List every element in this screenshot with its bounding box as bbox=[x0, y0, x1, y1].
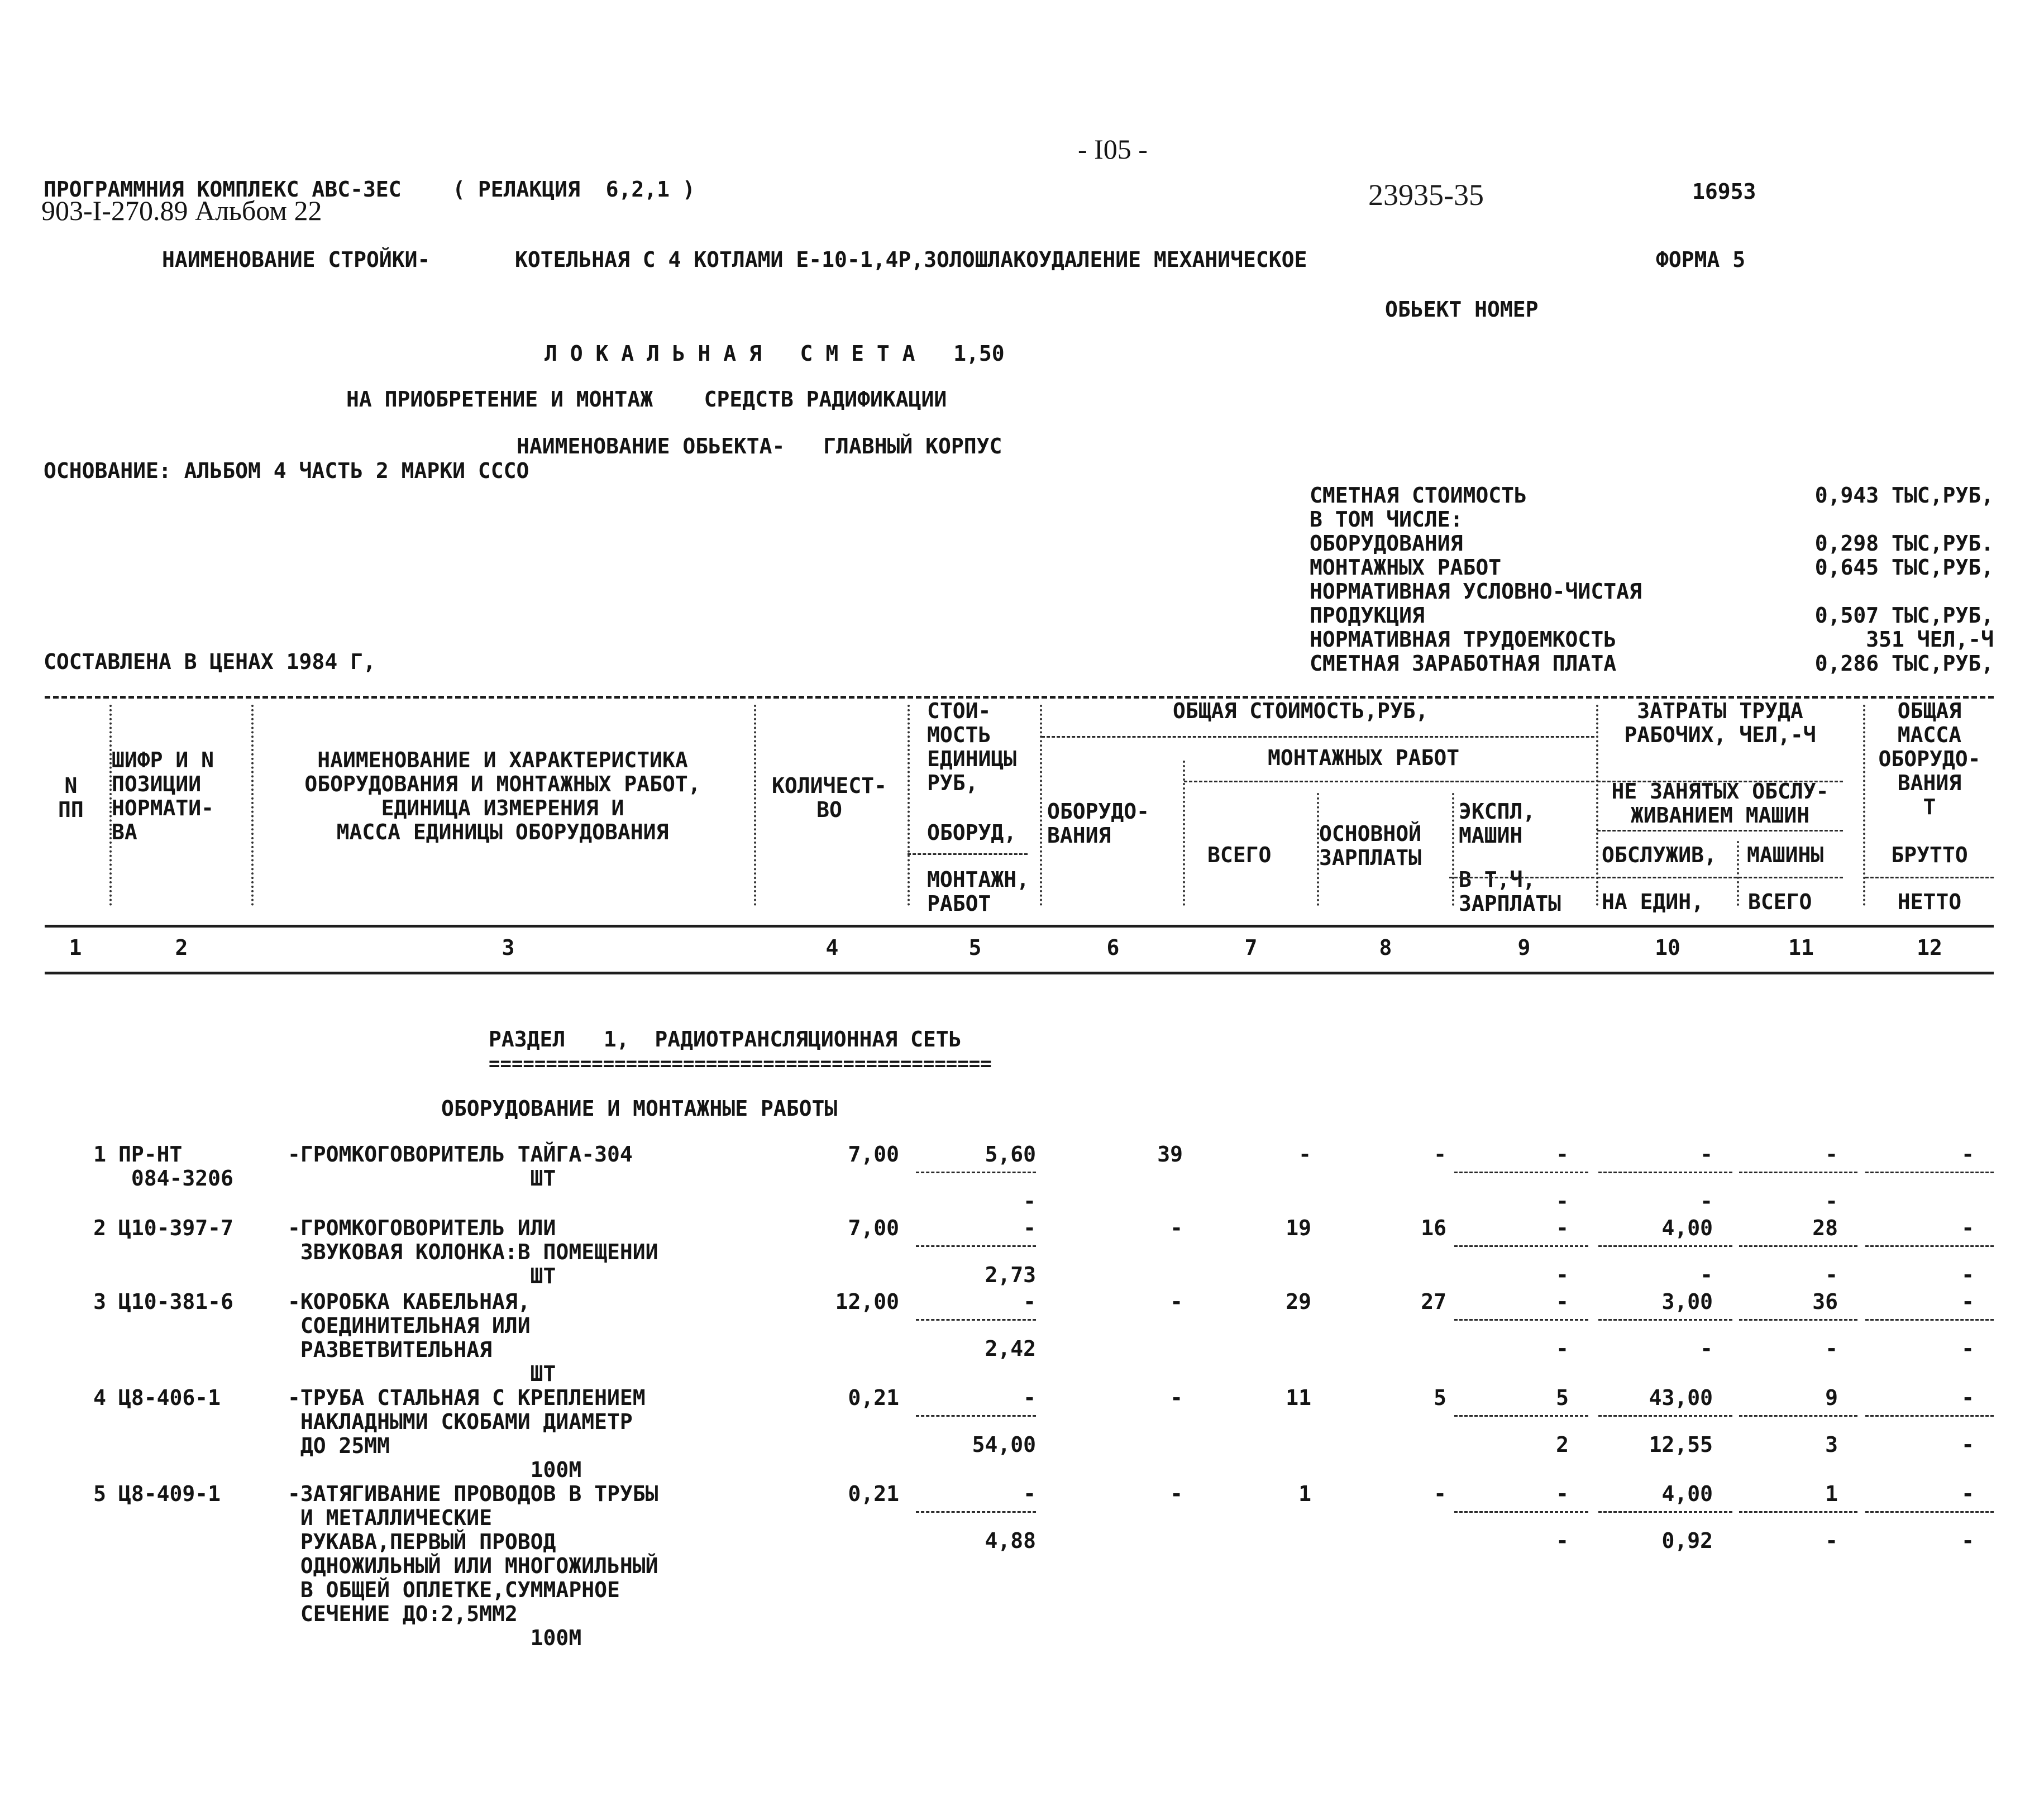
summary-value: 0,286 ТЫС,РУБ, bbox=[1814, 651, 1994, 676]
row-divider bbox=[1454, 1511, 1588, 1513]
row-code: Ц8-406-1 bbox=[118, 1385, 221, 1410]
row-c6: 39 bbox=[1157, 1142, 1183, 1167]
row-divider bbox=[1739, 1245, 1857, 1247]
summary-label: СМЕТНАЯ ЗАРАБОТНАЯ ПЛАТА bbox=[1310, 651, 1617, 676]
row-c9b: 2 bbox=[1556, 1432, 1569, 1457]
row-divider bbox=[1865, 1415, 1994, 1417]
col-header-unit-mount: МОНТАЖН, РАБОТ bbox=[927, 867, 1030, 916]
row-c11a: - bbox=[1825, 1142, 1838, 1167]
row-c9b: - bbox=[1556, 1263, 1569, 1287]
row-c10b: - bbox=[1700, 1336, 1713, 1361]
row-code: Ц10-381-6 bbox=[118, 1289, 233, 1314]
col-sep bbox=[1040, 705, 1042, 906]
row-unit-equip: - bbox=[1023, 1385, 1036, 1410]
column-number: 6 bbox=[1106, 935, 1120, 960]
row-code: ПР-НТ 084-3206 bbox=[118, 1142, 233, 1191]
column-number: 10 bbox=[1655, 935, 1680, 960]
row-unit-divider bbox=[916, 1511, 1036, 1513]
col-header-machines: ЭКСПЛ, МАШИН bbox=[1459, 799, 1536, 848]
row-c10a: 43,00 bbox=[1649, 1385, 1713, 1410]
row-quantity: 12,00 bbox=[835, 1289, 899, 1314]
row-divider bbox=[1454, 1319, 1588, 1321]
row-divider bbox=[1598, 1511, 1732, 1513]
column-number: 1 bbox=[69, 935, 82, 960]
row-c7: 1 bbox=[1298, 1481, 1311, 1506]
summary-label: МОНТАЖНЫХ РАБОТ bbox=[1310, 555, 1502, 580]
col-sep bbox=[1317, 793, 1319, 906]
column-number: 5 bbox=[968, 935, 982, 960]
header-rule-machines bbox=[1449, 877, 1594, 878]
col-sep bbox=[1863, 705, 1865, 906]
col-header-base-salary: ОСНОВНОЙ ЗАРПЛАТЫ bbox=[1319, 821, 1422, 870]
summary-value: 0,298 ТЫС,РУБ. bbox=[1814, 531, 1994, 556]
row-c8: 16 bbox=[1421, 1216, 1446, 1240]
column-number: 4 bbox=[825, 935, 839, 960]
row-name: -КОРОБКА КАБЕЛЬНАЯ, СОЕДИНИТЕЛЬНАЯ ИЛИ РАЗВЕТВИТЕЛЬНАЯ ШТ bbox=[288, 1289, 556, 1386]
construction-value: КОТЕЛЬНАЯ С 4 КОТЛАМИ Е-10-1,4Р,ЗОЛОШЛАКОУДАЛЕНИЕ МЕХАНИЧЕСКОЕ bbox=[515, 247, 1307, 272]
document-subtitle: НА ПРИОБРЕТЕНИЕ И МОНТАЖ СРЕДСТВ РАДИФИКАЦИИ bbox=[346, 387, 947, 412]
row-c10b: 0,92 bbox=[1661, 1528, 1713, 1553]
row-divider bbox=[1865, 1511, 1994, 1513]
row-unit-mount: 2,73 bbox=[985, 1263, 1036, 1287]
object-number: ОБЬЕКТ НОМЕР bbox=[1385, 297, 1539, 322]
row-c8: - bbox=[1434, 1142, 1446, 1167]
object-name: НАИМЕНОВАНИЕ ОБЬЕКТА- ГЛАВНЫЙ КОРПУС bbox=[517, 434, 1002, 458]
row-quantity: 7,00 bbox=[848, 1216, 899, 1240]
row-c11a: 1 bbox=[1825, 1481, 1838, 1506]
row-c6: - bbox=[1170, 1481, 1183, 1506]
row-unit-divider bbox=[916, 1245, 1036, 1247]
column-number: 12 bbox=[1917, 935, 1942, 960]
row-c10b: - bbox=[1700, 1263, 1713, 1287]
row-name: -ЗАТЯГИВАНИЕ ПРОВОДОВ В ТРУБЫ И МЕТАЛЛИЧЕСКИЕ РУКАВА,ПЕРВЫЙ ПРОВОД ОДНОЖИЛЬНЫЙ ИЛИ МНОГОЖИЛЬНЫЙ В ОБЩЕЙ ОПЛЕТКЕ,СУММАРНОЕ СЕЧЕНИЕ ДО:2,5ММ2 100М bbox=[288, 1481, 658, 1650]
col-sep bbox=[754, 705, 756, 906]
header-rule-unit bbox=[908, 853, 1028, 855]
row-unit-mount: - bbox=[1023, 1189, 1036, 1213]
row-c9a: - bbox=[1556, 1481, 1569, 1506]
summary-value: 0,507 ТЫС,РУБ, bbox=[1814, 603, 1994, 628]
col-header-total: ВСЕГО bbox=[1207, 843, 1272, 867]
row-c10b: 12,55 bbox=[1649, 1432, 1713, 1457]
row-c10a: 4,00 bbox=[1661, 1216, 1713, 1240]
summary-label: СМЕТНАЯ СТОИМОСТЬ bbox=[1310, 483, 1527, 508]
col-header-per-unit: НА ЕДИН, bbox=[1602, 890, 1704, 914]
col-header-name: НАИМЕНОВАНИЕ И ХАРАКТЕРИСТИКА ОБОРУДОВАНИЯ И МОНТАЖНЫХ РАБОТ, ЕДИНИЦА ИЗМЕРЕНИЯ И МАССА ЕДИНИЦЫ ОБОРУДОВАНИЯ bbox=[304, 748, 701, 844]
row-c10a: 4,00 bbox=[1661, 1481, 1713, 1506]
row-divider bbox=[1454, 1245, 1588, 1247]
section-underline: ============================================ bbox=[489, 1053, 992, 1075]
header-rule-units bbox=[1597, 877, 1843, 878]
row-c11a: 36 bbox=[1812, 1289, 1838, 1314]
row-c7: 11 bbox=[1286, 1385, 1311, 1410]
summary-label: ПРОДУКЦИЯ bbox=[1310, 603, 1425, 628]
row-name: -ТРУБА СТАЛЬНАЯ С КРЕПЛЕНИЕМ НАКЛАДНЫМИ СКОБАМИ ДИАМЕТР ДО 25ММ 100М bbox=[288, 1385, 646, 1482]
album-line: 903-I-270.89 Альбом 22 bbox=[41, 195, 322, 226]
row-c9b: - bbox=[1556, 1336, 1569, 1361]
row-name: -ГРОМКОГОВОРИТЕЛЬ ИЛИ ЗВУКОВАЯ КОЛОНКА:В ПОМЕЩЕНИИ ШТ bbox=[288, 1216, 658, 1288]
row-unit-equip: - bbox=[1023, 1216, 1036, 1240]
row-quantity: 7,00 bbox=[848, 1142, 899, 1167]
header-rule-labor bbox=[1597, 781, 1843, 782]
header-rule-mount bbox=[1184, 781, 1594, 782]
row-quantity: 0,21 bbox=[848, 1385, 899, 1410]
row-divider bbox=[1598, 1245, 1732, 1247]
col-sep bbox=[1183, 761, 1185, 906]
document-title: Л О К А Л Ь Н А Я С М Е Т А 1,50 bbox=[545, 341, 1005, 366]
prices-line: СОСТАВЛЕНА В ЦЕНАХ 1984 Г, bbox=[44, 649, 376, 674]
row-unit-divider bbox=[916, 1319, 1036, 1321]
row-c6: - bbox=[1170, 1289, 1183, 1314]
row-unit-mount: 54,00 bbox=[972, 1432, 1036, 1457]
basis-line: ОСНОВАНИЕ: АЛЬБОМ 4 ЧАСТЬ 2 МАРКИ СССО bbox=[44, 458, 529, 483]
column-number: 11 bbox=[1788, 935, 1814, 960]
col-header-net: НЕТТО bbox=[1897, 890, 1962, 914]
col-sep bbox=[109, 705, 112, 906]
program-line: ПРОГРАММНИЯ КОМПЛЕКС АВС-ЗЕС ( РЕЛАКЦИЯ 6,2,1 ) bbox=[44, 177, 695, 202]
col-sep bbox=[1737, 841, 1739, 906]
row-c10b: - bbox=[1700, 1189, 1713, 1213]
col-header-qty: КОЛИЧЕСТ- ВО bbox=[772, 773, 887, 822]
row-c8: 27 bbox=[1421, 1289, 1446, 1314]
col-header-service: ОБСЛУЖИВ, bbox=[1602, 843, 1717, 867]
row-unit-divider bbox=[916, 1415, 1036, 1417]
row-c12a: - bbox=[1961, 1289, 1974, 1314]
row-divider bbox=[1739, 1319, 1857, 1321]
row-c9a: - bbox=[1556, 1142, 1569, 1167]
row-c12b: - bbox=[1961, 1528, 1974, 1553]
row-unit-equip: - bbox=[1023, 1481, 1036, 1506]
row-c9a: - bbox=[1556, 1216, 1569, 1240]
header-rule-mass bbox=[1865, 877, 1994, 878]
col-header-mass: ОБЩАЯ МАССА ОБОРУДО- ВАНИЯ Т bbox=[1878, 699, 1981, 819]
col-header-labor: ЗАТРАТЫ ТРУДА РАБОЧИХ, ЧЕЛ,-Ч bbox=[1624, 699, 1816, 747]
row-c12a: - bbox=[1961, 1142, 1974, 1167]
construction-label: НАИМЕНОВАНИЕ СТРОЙКИ- bbox=[162, 247, 431, 272]
row-quantity: 0,21 bbox=[848, 1481, 899, 1506]
row-c9b: - bbox=[1556, 1528, 1569, 1553]
row-divider bbox=[1739, 1172, 1857, 1173]
col-header-not-busy: НЕ ЗАНЯТЫХ ОБСЛУ- ЖИВАНИЕМ МАШИН bbox=[1611, 779, 1829, 828]
col-sep bbox=[251, 705, 254, 906]
row-number: 3 bbox=[93, 1289, 106, 1314]
row-c11b: 3 bbox=[1825, 1432, 1838, 1457]
row-divider bbox=[1739, 1415, 1857, 1417]
header-rule-service bbox=[1597, 830, 1843, 831]
row-c11a: 28 bbox=[1812, 1216, 1838, 1240]
row-c12a: - bbox=[1961, 1481, 1974, 1506]
summary-label: ОБОРУДОВАНИЯ bbox=[1310, 531, 1463, 556]
column-number: 3 bbox=[502, 935, 515, 960]
row-unit-equip: 5,60 bbox=[985, 1142, 1036, 1167]
code-number: 16953 bbox=[1692, 179, 1756, 204]
row-c9a: 5 bbox=[1556, 1385, 1569, 1410]
col-header-mount-works: МОНТАЖНЫХ РАБОТ bbox=[1268, 745, 1460, 770]
row-c7: 29 bbox=[1286, 1289, 1311, 1314]
row-code: Ц8-409-1 bbox=[118, 1481, 221, 1506]
column-number: 9 bbox=[1517, 935, 1531, 960]
row-divider bbox=[1598, 1319, 1732, 1321]
row-c12b: - bbox=[1961, 1336, 1974, 1361]
numbers-bottom-rule bbox=[45, 972, 1994, 974]
row-unit-mount: 4,88 bbox=[985, 1528, 1036, 1553]
row-divider bbox=[1865, 1319, 1994, 1321]
row-c11b: - bbox=[1825, 1336, 1838, 1361]
row-c9a: - bbox=[1556, 1289, 1569, 1314]
row-code: Ц10-397-7 bbox=[118, 1216, 233, 1240]
section-subtitle: ОБОРУДОВАНИЕ И МОНТАЖНЫЕ РАБОТЫ bbox=[441, 1096, 838, 1121]
row-divider bbox=[1865, 1245, 1994, 1247]
row-c11b: - bbox=[1825, 1189, 1838, 1213]
row-c12a: - bbox=[1961, 1216, 1974, 1240]
row-unit-divider bbox=[916, 1172, 1036, 1173]
col-header-machine: МАШИНЫ bbox=[1747, 843, 1824, 867]
col-sep bbox=[1596, 705, 1598, 906]
row-divider bbox=[1454, 1415, 1588, 1417]
row-number: 1 bbox=[93, 1142, 106, 1167]
row-c7: 19 bbox=[1286, 1216, 1311, 1240]
summary-label: НОРМАТИВНАЯ ТРУДОЕМКОСТЬ bbox=[1310, 627, 1617, 652]
row-c6: - bbox=[1170, 1385, 1183, 1410]
row-c11a: 9 bbox=[1825, 1385, 1838, 1410]
col-header-code: ШИФР И N ПОЗИЦИИ НОРМАТИ- ВА bbox=[112, 748, 214, 844]
row-c8: 5 bbox=[1434, 1385, 1446, 1410]
col-header-total-cost: ОБЩАЯ СТОИМОСТЬ,РУБ, bbox=[1173, 699, 1429, 723]
summary-label: НОРМАТИВНАЯ УСЛОВНО-ЧИСТАЯ bbox=[1310, 579, 1642, 604]
row-c6: - bbox=[1170, 1216, 1183, 1240]
col-sep bbox=[908, 705, 910, 906]
form-label: ФОРМА 5 bbox=[1656, 247, 1746, 272]
col-header-equipment: ОБОРУДО- ВАНИЯ bbox=[1047, 799, 1150, 848]
col-header-unit-equip: ОБОРУД, bbox=[927, 820, 1017, 845]
col-sep bbox=[1452, 793, 1454, 906]
row-unit-mount: 2,42 bbox=[985, 1336, 1036, 1361]
row-name: -ГРОМКОГОВОРИТЕЛЬ ТАЙГА-304 ШТ bbox=[288, 1142, 633, 1191]
summary-value: 351 ЧЕЛ,-Ч bbox=[1866, 627, 1994, 652]
row-number: 4 bbox=[93, 1385, 106, 1410]
row-number: 5 bbox=[93, 1481, 106, 1506]
summary-label: В ТОМ ЧИСЛЕ: bbox=[1310, 507, 1463, 532]
row-c7: - bbox=[1298, 1142, 1311, 1167]
row-divider bbox=[1598, 1172, 1732, 1173]
summary-value: 0,943 ТЫС,РУБ, bbox=[1814, 483, 1994, 508]
row-divider bbox=[1865, 1172, 1994, 1173]
row-c10a: - bbox=[1700, 1142, 1713, 1167]
header-bottom-rule bbox=[45, 925, 1994, 928]
row-divider bbox=[1739, 1511, 1857, 1513]
row-c9b: - bbox=[1556, 1189, 1569, 1213]
col-header-n: N ПП bbox=[58, 773, 84, 822]
column-number: 2 bbox=[175, 935, 188, 960]
header-rule-total bbox=[1042, 736, 1594, 738]
section-title: РАЗДЕЛ 1, РАДИОТРАНСЛЯЦИОННАЯ СЕТЬ bbox=[489, 1027, 962, 1052]
row-c10a: 3,00 bbox=[1661, 1289, 1713, 1314]
row-number: 2 bbox=[93, 1216, 106, 1240]
handwritten-number: 23935-35 bbox=[1368, 178, 1484, 212]
row-unit-equip: - bbox=[1023, 1289, 1036, 1314]
row-divider bbox=[1454, 1172, 1588, 1173]
row-c11b: - bbox=[1825, 1263, 1838, 1287]
row-c8: - bbox=[1434, 1481, 1446, 1506]
row-c12b: - bbox=[1961, 1432, 1974, 1457]
column-number: 7 bbox=[1244, 935, 1258, 960]
row-c12a: - bbox=[1961, 1385, 1974, 1410]
summary-value: 0,645 ТЫС,РУБ, bbox=[1814, 555, 1994, 580]
row-c12b: - bbox=[1961, 1263, 1974, 1287]
col-header-incl-salary: В Т,Ч, ЗАРПЛАТЫ bbox=[1459, 867, 1561, 916]
col-header-unit-cost: СТОИ- МОСТЬ ЕДИНИЦЫ РУБ, bbox=[927, 699, 1017, 795]
row-divider bbox=[1598, 1415, 1732, 1417]
col-header-gross: БРУТТО bbox=[1891, 843, 1968, 867]
row-c11b: - bbox=[1825, 1528, 1838, 1553]
column-number: 8 bbox=[1379, 935, 1392, 960]
col-header-all: ВСЕГО bbox=[1748, 890, 1812, 914]
page-number: - I05 - bbox=[1078, 133, 1148, 165]
